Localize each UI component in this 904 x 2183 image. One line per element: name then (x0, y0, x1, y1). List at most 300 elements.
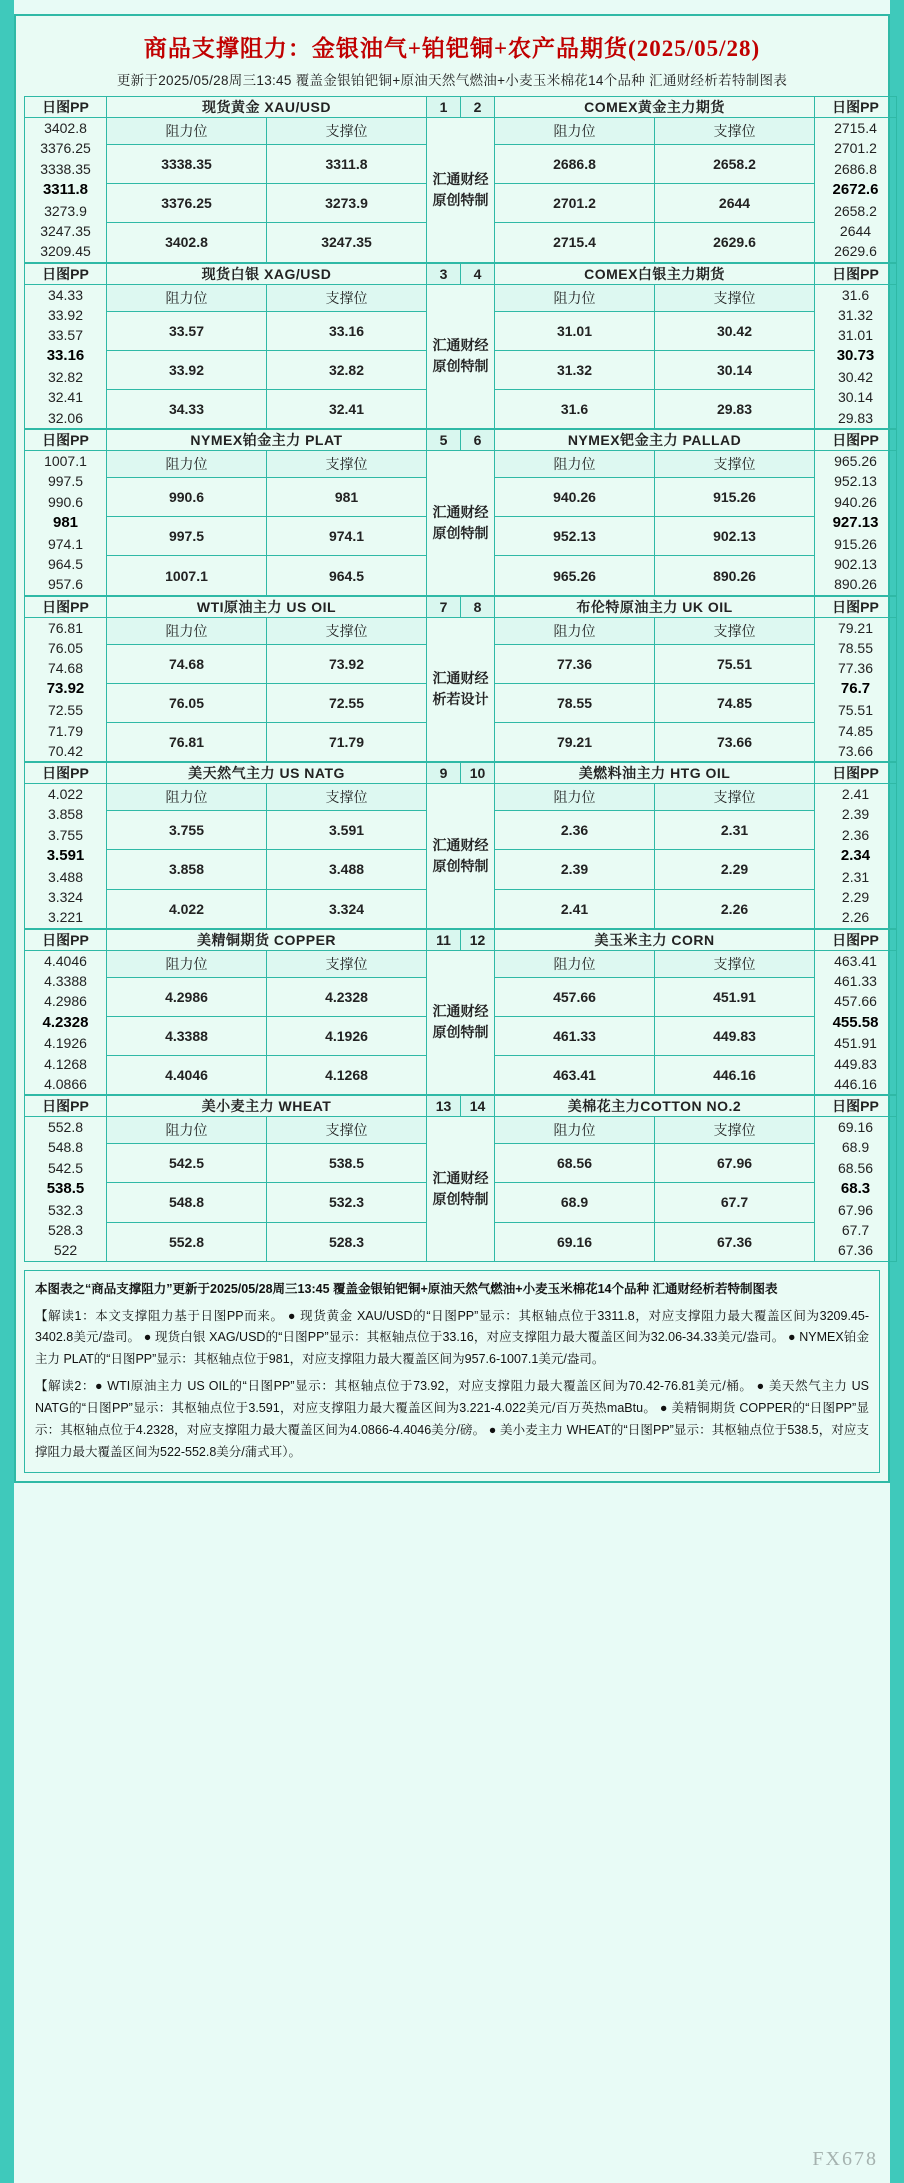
support-value-left: 32.41 (267, 389, 427, 428)
pivot-column-left (25, 950, 107, 1095)
col-header-resistance-left: 阻力位 (107, 950, 267, 977)
pivot-level: 75.51 (837, 702, 874, 719)
watermark-signature: FX678 (812, 2148, 878, 2170)
block-number-right: 14 (461, 1096, 495, 1117)
pivot-level: 915.26 (834, 535, 877, 552)
pivot-level: 997.5 (47, 473, 84, 490)
pivot-level: 77.36 (837, 660, 874, 677)
support-value-right: 915.26 (655, 478, 815, 517)
pivot-level: 974.1 (47, 535, 84, 552)
watermark-line: 原创特制 (432, 1190, 489, 1207)
support-value-left: 4.1926 (267, 1016, 427, 1055)
block-number-left: 7 (427, 596, 461, 617)
resistance-value-left: 74.68 (107, 644, 267, 683)
block-body-row (25, 118, 897, 145)
col-header-resistance-left: 阻力位 (107, 284, 267, 311)
pivot-level: 952.13 (834, 473, 877, 490)
block-body-row (25, 284, 897, 311)
watermark-line: 原创特制 (432, 1024, 489, 1041)
watermark-line: 原创特制 (432, 191, 489, 208)
resistance-value-left: 33.57 (107, 311, 267, 350)
block-header-row (25, 596, 897, 617)
footer-note-2: 【解读2：● WTI原油主力 US OIL的“日图PP”显示：其枢轴点位于73.92，对应支撑阻力最大覆盖区间为70.42-76.81美元/桶。 ● 美天然气主力 US NATG的“日图PP”显示：其枢轴点位于3.591，对应支撑阻力最大覆盖区间为3.221-4.022美元/百万英热maBtu。 ● 美精铜期货 COPPER的“日图PP”显示：其枢轴点位于4.2328，对应支撑阻力最大覆盖区间为4.0866-4.4046美分/磅。 ● 美小麦主力 WHEAT的“日图PP”显示：其枢轴点位于538.5，对应支撑阻力最大覆盖区间为522-552.8美分/蒲式耳）。 (35, 1379, 869, 1459)
pivot-level: 457.66 (834, 993, 877, 1010)
instrument-name-left: 现货白银 XAG/USD (107, 263, 427, 284)
pivot-level: 2.36 (841, 826, 870, 843)
pivot-level: 68.9 (841, 1139, 870, 1156)
col-header-support-left: 支撑位 (267, 950, 427, 977)
pivot-level: 33.57 (47, 327, 84, 344)
pivot-column-right (815, 451, 897, 596)
resistance-value-left: 548.8 (107, 1183, 267, 1222)
pp-label-left: 日图PP (25, 596, 107, 617)
support-value-left: 4.2328 (267, 977, 427, 1016)
block-number-left: 11 (427, 929, 461, 950)
col-header-resistance-right: 阻力位 (495, 451, 655, 478)
support-value-right: 67.36 (655, 1222, 815, 1261)
resistance-value-left: 4.3388 (107, 1016, 267, 1055)
pivot-level: 3.755 (47, 826, 84, 843)
resistance-value-left: 34.33 (107, 389, 267, 428)
pivot-column-right (815, 784, 897, 929)
support-value-left: 72.55 (267, 683, 427, 722)
pivot-column-right (815, 1117, 897, 1262)
resistance-value-right: 965.26 (495, 556, 655, 595)
col-header-support-left: 支撑位 (267, 118, 427, 145)
support-value-left: 3.591 (267, 811, 427, 850)
resistance-value-left: 990.6 (107, 478, 267, 517)
support-value-right: 30.14 (655, 350, 815, 389)
pivot-level: 3311.8 (42, 180, 89, 198)
pivot-level: 74.68 (47, 660, 84, 677)
pivot-level: 68.3 (840, 1180, 871, 1198)
pivot-level: 528.3 (47, 1222, 84, 1239)
block-header-row (25, 263, 897, 284)
watermark-line: 析若设计 (432, 691, 489, 708)
pivot-level: 2701.2 (834, 140, 877, 157)
col-header-resistance-right: 阻力位 (495, 950, 655, 977)
block-body-row (25, 451, 897, 478)
pp-label-right: 日图PP (815, 763, 897, 784)
block-number-left: 5 (427, 430, 461, 451)
support-value-left: 964.5 (267, 556, 427, 595)
pivot-column-left (25, 784, 107, 929)
support-value-left: 3.488 (267, 850, 427, 889)
pivot-level: 4.2986 (44, 993, 87, 1010)
pivot-level: 71.79 (47, 722, 84, 739)
resistance-value-left: 542.5 (107, 1144, 267, 1183)
watermark-cell (427, 284, 495, 429)
footer-note-1: 【解读1：本文支撑阻力基于日图PP而来。 ● 现货黄金 XAU/USD的“日图PP”显示：其枢轴点位于3311.8，对应支撑阻力最大覆盖区间为3209.45-3402.8美元/盎司。 ● 现货白银 XAG/USD的“日图PP”显示：其枢轴点位于33.16，对应支撑阻力最大覆盖区间为32.06-34.33美元/盎司。 ● NYMEX铂金主力 PLAT的“日图PP”显示：其枢轴点位于981，对应支撑阻力最大覆盖区间为957.6-1007.1美元/盎司。 (35, 1308, 869, 1367)
resistance-value-right: 31.01 (495, 311, 655, 350)
col-header-support-right: 支撑位 (655, 617, 815, 644)
support-value-right: 890.26 (655, 556, 815, 595)
pivot-level: 2672.6 (832, 180, 879, 198)
pivot-level: 76.7 (840, 680, 871, 698)
pivot-level: 957.6 (47, 576, 84, 593)
pivot-level: 965.26 (834, 453, 877, 470)
pivot-level: 67.96 (837, 1201, 874, 1218)
pivot-level: 4.2328 (42, 1013, 89, 1031)
col-header-support-left: 支撑位 (267, 284, 427, 311)
watermark-cell (427, 118, 495, 263)
col-header-resistance-right: 阻力位 (495, 1117, 655, 1144)
instrument-name-right: 美棉花主力COTTON NO.2 (495, 1096, 815, 1117)
resistance-value-left: 552.8 (107, 1222, 267, 1261)
instrument-block (24, 1095, 897, 1262)
resistance-value-right: 2.36 (495, 811, 655, 850)
pp-label-right: 日图PP (815, 596, 897, 617)
watermark-line: 汇通财经 (432, 503, 489, 520)
block-body-row (25, 784, 897, 811)
pp-label-right: 日图PP (815, 929, 897, 950)
pivot-level: 3.221 (47, 909, 84, 926)
instrument-name-left: 美天然气主力 US NATG (107, 763, 427, 784)
pivot-level: 73.66 (837, 742, 874, 759)
pivot-level: 451.91 (834, 1035, 877, 1052)
pivot-level: 548.8 (47, 1139, 84, 1156)
pivot-column-right (815, 950, 897, 1095)
watermark-line: 汇通财经 (432, 836, 489, 853)
resistance-value-right: 69.16 (495, 1222, 655, 1261)
pivot-level: 981 (52, 513, 79, 531)
pp-label-left: 日图PP (25, 763, 107, 784)
support-value-left: 532.3 (267, 1183, 427, 1222)
resistance-value-right: 457.66 (495, 977, 655, 1016)
watermark-line: 原创特制 (432, 524, 489, 541)
page-subtitle: 更新于2025/05/28周三13:45 覆盖金银铂钯铜+原油天然气燃油+小麦玉米棉花14个品种 汇通财经析若特制图表 (116, 73, 788, 88)
block-number-left: 13 (427, 1096, 461, 1117)
resistance-value-right: 2701.2 (495, 184, 655, 223)
pp-label-left: 日图PP (25, 263, 107, 284)
resistance-value-right: 31.32 (495, 350, 655, 389)
pivot-level: 79.21 (837, 619, 874, 636)
pivot-level: 463.41 (834, 952, 877, 969)
support-value-left: 528.3 (267, 1222, 427, 1261)
pivot-level: 67.36 (837, 1242, 874, 1259)
pivot-column-left (25, 451, 107, 596)
pivot-column-right (815, 284, 897, 429)
pivot-level: 73.92 (46, 680, 85, 698)
col-header-resistance-right: 阻力位 (495, 118, 655, 145)
pivot-level: 4.0866 (44, 1075, 87, 1092)
support-value-left: 73.92 (267, 644, 427, 683)
instrument-name-left: 美精铜期货 COPPER (107, 929, 427, 950)
pivot-level: 3402.8 (44, 120, 87, 136)
pivot-level: 2686.8 (834, 160, 877, 177)
pivot-level: 3.591 (46, 847, 85, 865)
resistance-value-right: 461.33 (495, 1016, 655, 1055)
pivot-level: 72.55 (47, 702, 84, 719)
instrument-name-right: COMEX白银主力期货 (495, 263, 815, 284)
resistance-value-left: 4.022 (107, 889, 267, 928)
pivot-level: 76.05 (47, 639, 84, 656)
pivot-level: 2644 (839, 222, 872, 239)
support-value-right: 446.16 (655, 1056, 815, 1095)
footer-notes (24, 1270, 880, 1473)
block-header-row (25, 763, 897, 784)
pivot-level: 902.13 (834, 556, 877, 572)
block-body-row (25, 950, 897, 977)
col-header-resistance-right: 阻力位 (495, 284, 655, 311)
resistance-value-left: 4.2986 (107, 977, 267, 1016)
pivot-level: 927.13 (832, 513, 879, 531)
watermark-cell (427, 784, 495, 929)
resistance-value-left: 4.4046 (107, 1056, 267, 1095)
col-header-support-left: 支撑位 (267, 1117, 427, 1144)
col-header-support-left: 支撑位 (267, 451, 427, 478)
pivot-level: 940.26 (834, 493, 877, 510)
block-body-row (25, 617, 897, 644)
support-value-right: 74.85 (655, 683, 815, 722)
watermark-line: 汇通财经 (432, 170, 489, 187)
resistance-value-right: 952.13 (495, 517, 655, 556)
block-header-row (25, 1096, 897, 1117)
pivot-level: 964.5 (47, 556, 84, 572)
support-value-left: 3.324 (267, 889, 427, 928)
pivot-level: 33.16 (46, 347, 85, 365)
pivot-level: 67.7 (841, 1222, 870, 1239)
support-value-right: 2644 (655, 184, 815, 223)
resistance-value-right: 2715.4 (495, 223, 655, 262)
pivot-level: 2.26 (841, 909, 870, 926)
pp-label-right: 日图PP (815, 1096, 897, 1117)
col-header-support-right: 支撑位 (655, 118, 815, 145)
support-value-right: 2.26 (655, 889, 815, 928)
pivot-level: 446.16 (834, 1075, 877, 1092)
pivot-level: 2658.2 (834, 202, 877, 219)
pivot-level: 4.3388 (44, 972, 87, 989)
pivot-level: 2.29 (841, 889, 870, 906)
pivot-level: 4.4046 (44, 952, 87, 969)
pp-label-left: 日图PP (25, 430, 107, 451)
watermark-cell (427, 617, 495, 762)
support-value-left: 538.5 (267, 1144, 427, 1183)
footer-update-line: 本图表之“商品支撑阻力”更新于2025/05/28周三13:45 覆盖金银铂钯铜+原油天然气燃油+小麦玉米棉花14个品种 汇通财经析若特制图表 (35, 1281, 778, 1296)
resistance-value-right: 463.41 (495, 1056, 655, 1095)
col-header-resistance-right: 阻力位 (495, 617, 655, 644)
support-value-right: 29.83 (655, 389, 815, 428)
block-number-right: 8 (461, 596, 495, 617)
resistance-value-left: 3.755 (107, 811, 267, 850)
resistance-value-left: 76.05 (107, 683, 267, 722)
instrument-name-right: COMEX黄金主力期货 (495, 97, 815, 118)
instrument-block (24, 263, 897, 430)
support-value-right: 451.91 (655, 977, 815, 1016)
pp-label-right: 日图PP (815, 97, 897, 118)
pp-label-right: 日图PP (815, 430, 897, 451)
pivot-column-right (815, 118, 897, 263)
instrument-name-right: 美燃料油主力 HTG OIL (495, 763, 815, 784)
pivot-level: 30.73 (836, 347, 875, 365)
col-header-resistance-right: 阻力位 (495, 784, 655, 811)
support-value-right: 67.7 (655, 1183, 815, 1222)
support-value-right: 2.29 (655, 850, 815, 889)
blocks-container (24, 96, 880, 1262)
pivot-level: 31.32 (837, 306, 874, 323)
block-number-left: 3 (427, 263, 461, 284)
instrument-name-right: NYMEX钯金主力 PALLAD (495, 430, 815, 451)
pivot-level: 552.8 (47, 1119, 84, 1136)
resistance-value-left: 1007.1 (107, 556, 267, 595)
pivot-level: 78.55 (837, 639, 874, 656)
support-value-left: 71.79 (267, 722, 427, 761)
pivot-level: 2.34 (840, 847, 871, 865)
block-number-right: 6 (461, 430, 495, 451)
support-value-left: 33.16 (267, 311, 427, 350)
resistance-value-left: 3376.25 (107, 184, 267, 223)
col-header-resistance-left: 阻力位 (107, 1117, 267, 1144)
col-header-resistance-left: 阻力位 (107, 617, 267, 644)
resistance-value-left: 3.858 (107, 850, 267, 889)
support-value-right: 902.13 (655, 517, 815, 556)
block-number-right: 10 (461, 763, 495, 784)
col-header-support-right: 支撑位 (655, 950, 815, 977)
instrument-name-right: 布伦特原油主力 UK OIL (495, 596, 815, 617)
pivot-level: 32.41 (47, 389, 84, 406)
pivot-level: 76.81 (47, 619, 84, 636)
col-header-resistance-left: 阻力位 (107, 784, 267, 811)
pivot-level: 31.6 (841, 286, 870, 303)
instrument-name-left: NYMEX铂金主力 PLAT (107, 430, 427, 451)
instrument-block (24, 929, 897, 1096)
pivot-level: 32.06 (47, 409, 84, 426)
pivot-level: 2629.6 (834, 243, 877, 260)
watermark-cell (427, 451, 495, 596)
block-number-left: 1 (427, 97, 461, 118)
pp-label-left: 日图PP (25, 1096, 107, 1117)
report-sheet (14, 14, 890, 1483)
pivot-level: 3209.45 (40, 243, 91, 260)
pivot-level: 70.42 (47, 742, 84, 759)
support-value-left: 3311.8 (267, 145, 427, 184)
support-value-left: 4.1268 (267, 1056, 427, 1095)
pivot-level: 29.83 (837, 409, 874, 426)
instrument-block (24, 596, 897, 763)
pivot-column-right (815, 617, 897, 762)
support-value-right: 30.42 (655, 311, 815, 350)
col-header-resistance-left: 阻力位 (107, 118, 267, 145)
pivot-level: 1007.1 (44, 453, 87, 470)
pivot-level: 34.33 (47, 286, 84, 303)
resistance-value-left: 3338.35 (107, 145, 267, 184)
pivot-level: 890.26 (834, 576, 877, 593)
pivot-level: 532.3 (47, 1201, 84, 1218)
instrument-block (24, 429, 897, 596)
pivot-level: 990.6 (47, 493, 84, 510)
pivot-column-left (25, 1117, 107, 1262)
support-value-right: 2658.2 (655, 145, 815, 184)
support-value-right: 73.66 (655, 722, 815, 761)
pivot-level: 542.5 (47, 1159, 84, 1176)
pivot-level: 3247.35 (40, 222, 91, 239)
watermark-cell (427, 950, 495, 1095)
pivot-level: 68.56 (837, 1159, 874, 1176)
block-body-row (25, 1117, 897, 1144)
pivot-level: 3376.25 (40, 140, 91, 157)
pivot-level: 2.31 (841, 868, 870, 885)
pivot-level: 449.83 (834, 1055, 877, 1072)
pivot-level: 3.858 (47, 806, 84, 823)
support-value-left: 3247.35 (267, 223, 427, 262)
col-header-support-right: 支撑位 (655, 1117, 815, 1144)
watermark-line: 汇通财经 (432, 670, 489, 687)
block-number-right: 4 (461, 263, 495, 284)
support-value-left: 981 (267, 478, 427, 517)
watermark-line: 原创特制 (432, 857, 489, 874)
instrument-name-left: WTI原油主力 US OIL (107, 596, 427, 617)
watermark-cell (427, 1117, 495, 1262)
support-value-right: 2629.6 (655, 223, 815, 262)
block-header-row (25, 929, 897, 950)
support-value-left: 3273.9 (267, 184, 427, 223)
resistance-value-right: 940.26 (495, 478, 655, 517)
resistance-value-right: 68.9 (495, 1183, 655, 1222)
instrument-name-left: 现货黄金 XAU/USD (107, 97, 427, 118)
pivot-column-left (25, 118, 107, 263)
pivot-level: 4.022 (47, 786, 84, 803)
page-title: 商品支撑阻力：金银油气+铂钯铜+农产品期货(2025/05/28) (143, 36, 761, 61)
pivot-level: 3273.9 (44, 202, 87, 219)
block-number-left: 9 (427, 763, 461, 784)
instrument-name-left: 美小麦主力 WHEAT (107, 1096, 427, 1117)
pivot-level: 33.92 (47, 306, 84, 323)
pivot-level: 4.1926 (44, 1035, 87, 1052)
resistance-value-right: 78.55 (495, 683, 655, 722)
col-header-resistance-left: 阻力位 (107, 451, 267, 478)
resistance-value-left: 33.92 (107, 350, 267, 389)
support-value-left: 32.82 (267, 350, 427, 389)
pp-label-left: 日图PP (25, 929, 107, 950)
instrument-block (24, 96, 897, 263)
watermark-line: 汇通财经 (432, 1003, 489, 1020)
pivot-level: 538.5 (46, 1180, 85, 1198)
col-header-support-right: 支撑位 (655, 284, 815, 311)
block-number-right: 2 (461, 97, 495, 118)
instrument-block (24, 762, 897, 929)
block-number-right: 12 (461, 929, 495, 950)
pivot-column-left (25, 284, 107, 429)
watermark-line: 汇通财经 (432, 337, 489, 354)
support-value-right: 75.51 (655, 644, 815, 683)
pivot-level: 3.488 (47, 868, 84, 885)
pivot-level: 461.33 (834, 972, 877, 989)
instrument-name-right: 美玉米主力 CORN (495, 929, 815, 950)
pivot-level: 3.324 (47, 889, 84, 906)
resistance-value-left: 3402.8 (107, 223, 267, 262)
pivot-level: 32.82 (47, 369, 84, 386)
pivot-level: 522 (53, 1242, 78, 1259)
resistance-value-right: 77.36 (495, 644, 655, 683)
resistance-value-right: 79.21 (495, 722, 655, 761)
pivot-level: 455.58 (832, 1013, 879, 1031)
block-header-row (25, 430, 897, 451)
resistance-value-right: 2686.8 (495, 145, 655, 184)
col-header-support-right: 支撑位 (655, 451, 815, 478)
resistance-value-left: 997.5 (107, 517, 267, 556)
support-value-right: 449.83 (655, 1016, 815, 1055)
block-header-row (25, 97, 897, 118)
watermark-line: 汇通财经 (432, 1169, 489, 1186)
col-header-support-right: 支撑位 (655, 784, 815, 811)
pivot-level: 2.39 (841, 806, 870, 823)
pp-label-right: 日图PP (815, 263, 897, 284)
pivot-level: 30.42 (837, 369, 874, 386)
pivot-level: 74.85 (837, 722, 874, 739)
support-value-left: 974.1 (267, 517, 427, 556)
pivot-level: 69.16 (837, 1119, 874, 1136)
resistance-value-right: 2.39 (495, 850, 655, 889)
